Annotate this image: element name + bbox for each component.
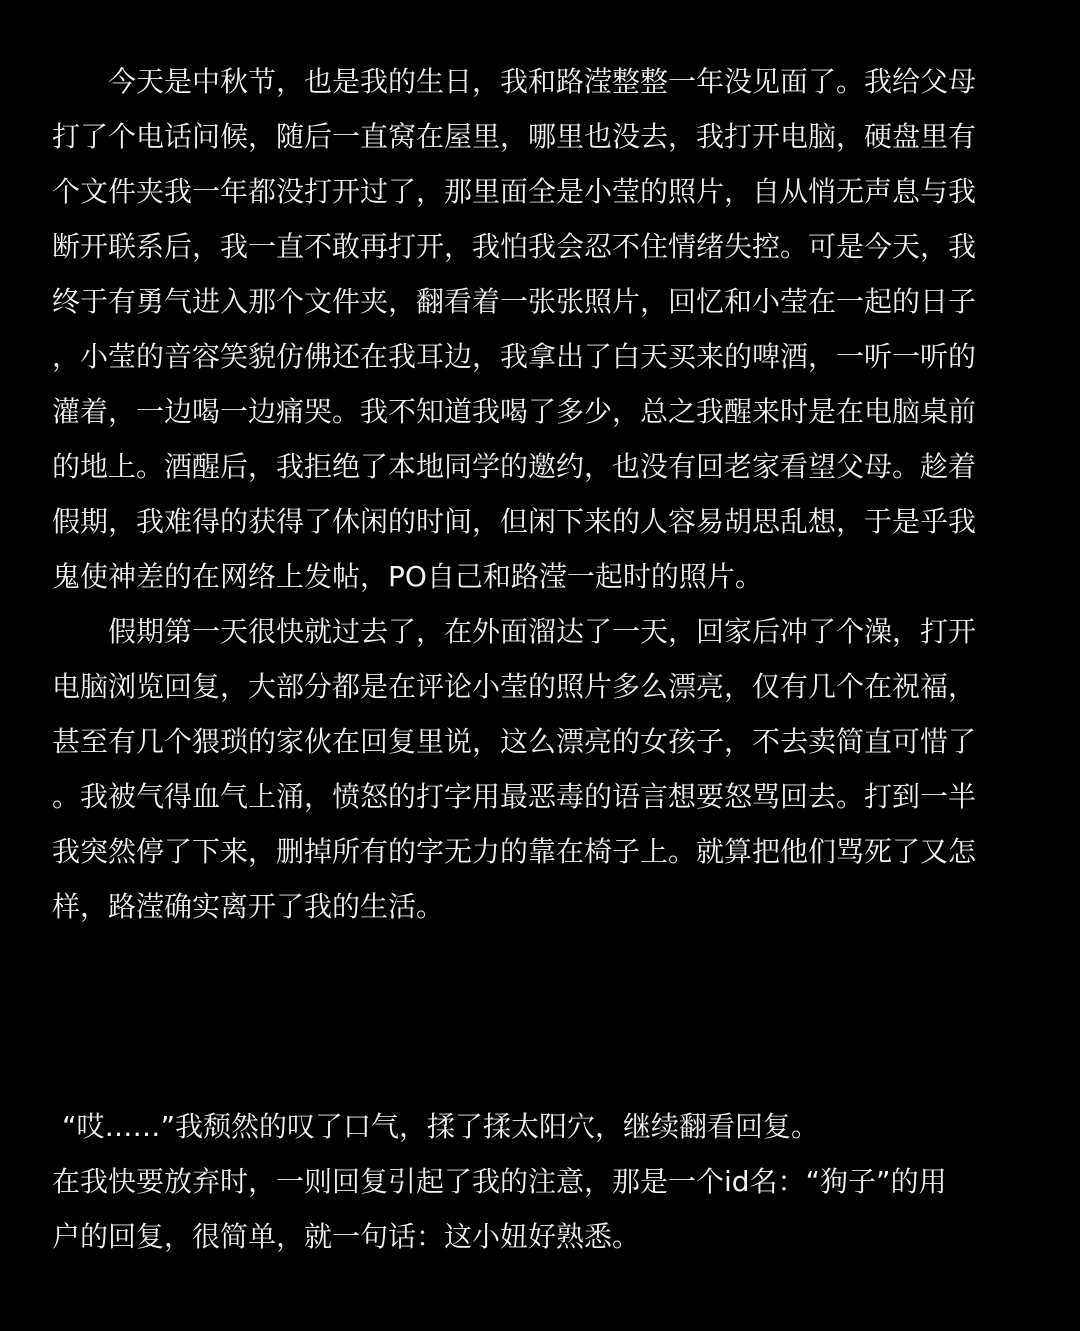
text-line: 甚至有几个猥琐的家伙在回复里说，这么漂亮的女孩子，不去卖简直可惜了 [52,725,977,758]
text-line: 个文件夹我一年都没打开过了，那里面全是小莹的照片，自从悄无声息与我 [52,175,977,208]
text-line: 户的回复，很简单，就一句话：这小妞好熟悉。 [52,1220,641,1253]
text-line: 终于有勇气进入那个文件夹，翻看着一张张照片，回忆和小莹在一起的日子 [52,285,977,318]
text-line: 假期第一天很快就过去了，在外面溜达了一天，回家后冲了个澡，打开 [52,615,977,648]
text-line: 我突然停了下来，删掉所有的字无力的靠在椅子上。就算把他们骂死了又怎 [52,835,977,868]
text-line: 鬼使神差的在网络上发帖，PO自己和路滢一起时的照片。 [52,560,763,593]
text-line: 的地上。酒醒后，我拒绝了本地同学的邀约，也没有回老家看望父母。趁着 [52,450,977,483]
text-line: 灌着，一边喝一边痛哭。我不知道我喝了多少，总之我醒来时是在电脑桌前 [52,395,977,428]
text-line: 今天是中秋节，也是我的生日，我和路滢整整一年没见面了。我给父母 [52,65,977,98]
text-line: 。我被气得血气上涌，愤怒的打字用最恶毒的语言想要怒骂回去。打到一半 [52,780,977,813]
text-line: 断开联系后，我一直不敢再打开，我怕我会忍不住情绪失控。可是今天，我 [52,230,977,263]
text-line: “哎……”我颓然的叹了口气，揉了揉太阳穴，继续翻看回复。 [62,1110,820,1143]
text-line: ，小莹的音容笑貌仿佛还在我耳边，我拿出了白天买来的啤酒，一听一听的 [52,340,977,373]
text-line: 假期，我难得的获得了休闲的时间，但闲下来的人容易胡思乱想，于是乎我 [52,505,977,538]
text-line: 打了个电话问候，随后一直窝在屋里，哪里也没去，我打开电脑，硬盘里有 [52,120,977,153]
text-line: 电脑浏览回复，大部分都是在评论小莹的照片多么漂亮，仅有几个在祝福， [52,670,977,703]
text-line: 样，路滢确实离开了我的生活。 [52,890,445,923]
text-line: 在我快要放弃时，一则回复引起了我的注意，那是一个id名：“狗子”的用 [52,1165,947,1198]
